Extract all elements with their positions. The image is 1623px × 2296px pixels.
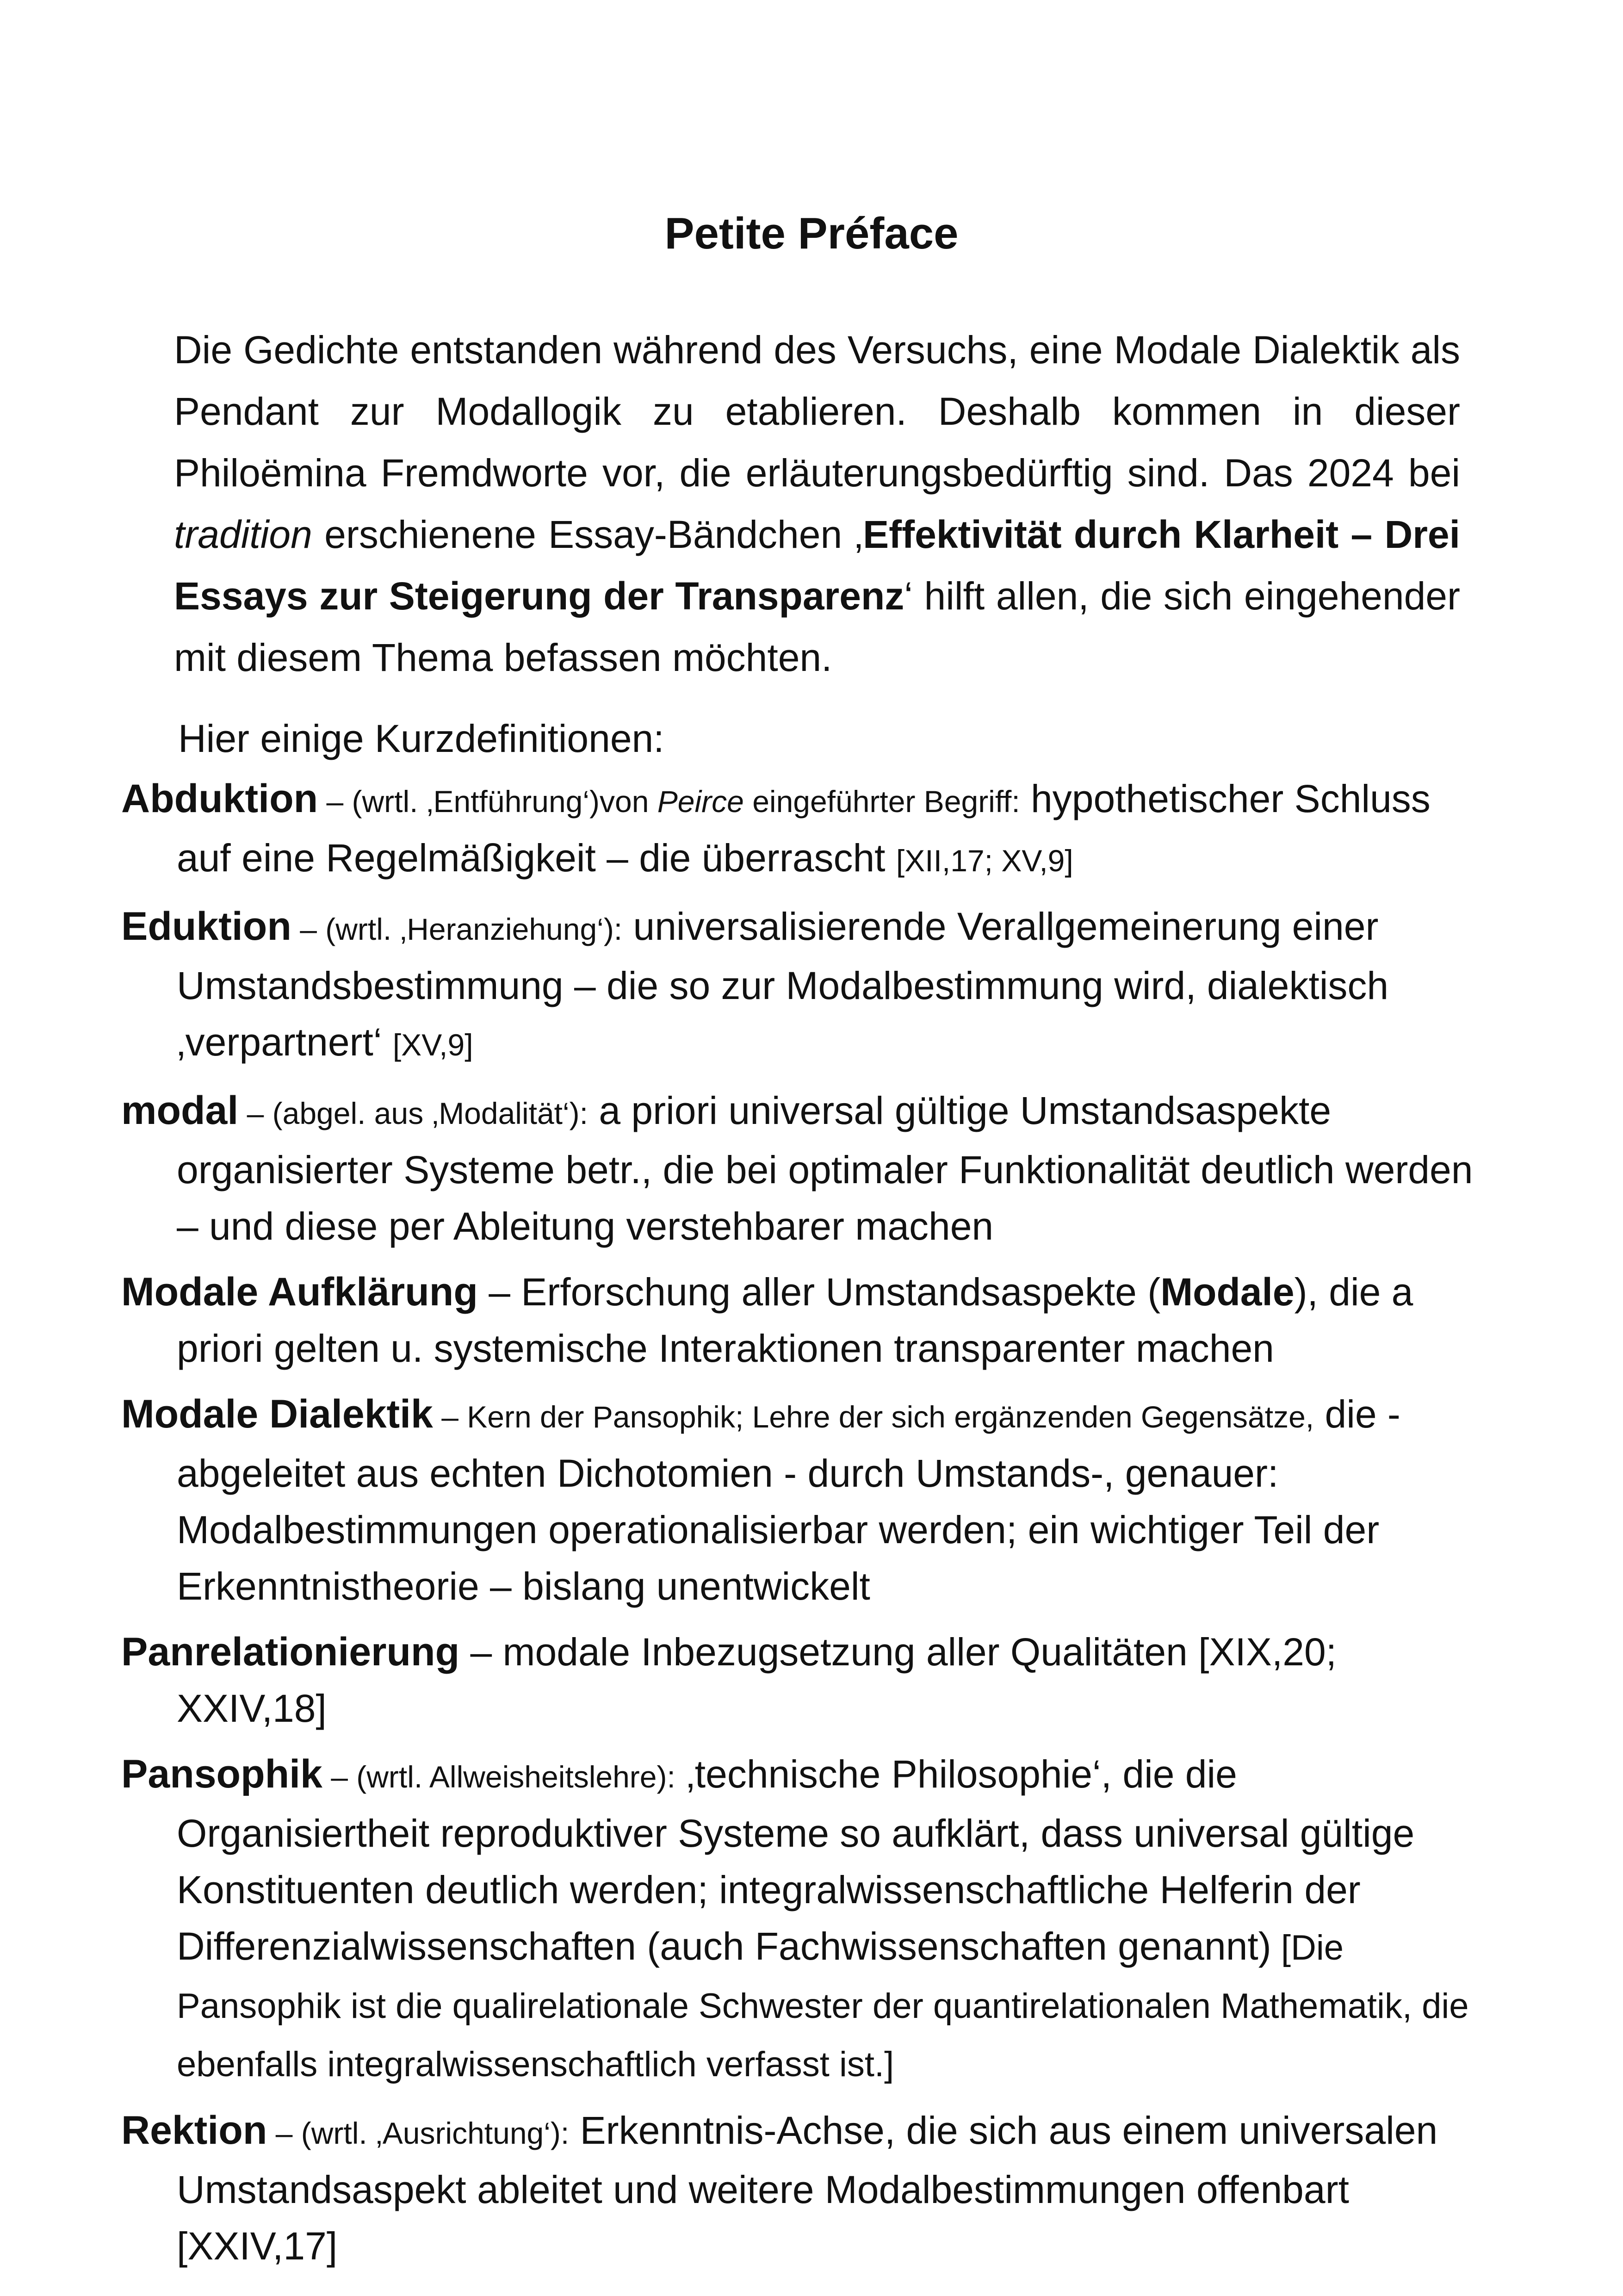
intro-text-3: ‘ hilft allen, die sich eingehender mit diesem Thema befassen möchten.	[174, 574, 1460, 679]
glossary-entry-abduktion	[121, 770, 1486, 889]
publisher-name: tradition	[174, 513, 312, 556]
glossary-entry-modal	[121, 1082, 1486, 1254]
glossary-entry-eduktion	[121, 898, 1486, 1073]
entry-definition: universalisierende Verallgemeinerung einer Umstandsbestimmung – die so zur Modalbestimmung wird, dialektisch ‚verpartnert‘	[177, 905, 1389, 1064]
entry-reference: [XV,9]	[392, 1028, 473, 1062]
glossary-entry-panrelationierung	[121, 1624, 1486, 1737]
entry-etymology-cont: eingeführter Begriff:	[743, 784, 1020, 819]
entry-definition: Erkenntnis-Achse, die sich aus einem universalen Umstandsaspekt ableitet und weitere Modalbestimmungen offenbart [XXIV,17]	[177, 2109, 1438, 2268]
glossary-entry-modale-aufklaerung	[121, 1264, 1486, 1377]
entry-term: Panrelationierung	[121, 1630, 460, 1674]
intro-text-1: Die Gedichte entstanden während des Versuchs, eine Modale Dialektik als Pendant zur Modallogik zu etablieren. Deshalb kommen in dieser Philoëmina Fremdworte vor, die erläuterungsbedürftig sind. Das 2024 bei	[174, 328, 1460, 495]
entry-term: Abduktion	[121, 776, 318, 821]
glossary-entry-modale-dialektik	[121, 1386, 1486, 1614]
entry-definition: a priori universal gültige Umstandsaspekte organisierter Systeme betr., die bei optimaler Funktionalität deutlich werden – und diese per Ableitung verstehbarer machen	[177, 1089, 1473, 1248]
glossary	[121, 770, 1486, 2284]
entry-term: Pansophik	[121, 1752, 322, 1796]
entry-term: modal	[121, 1088, 239, 1133]
entry-bold-term: Modale	[1160, 1270, 1295, 1314]
book-title: Effektivität durch Klarheit – Drei Essays zur Steigerung der Transparenz	[174, 513, 1460, 618]
page-title: Petite Préface	[664, 209, 959, 258]
entry-definition: – Erforschung aller Umstandsaspekte (	[477, 1270, 1161, 1314]
entry-reference: [XII,17; XV,9]	[896, 844, 1073, 878]
entry-name-italic: Peirce	[657, 784, 744, 819]
entry-etymology: – (wrtl. ‚Entführung‘)von	[318, 784, 657, 819]
entry-etymology: – Kern der Pansophik; Lehre der sich ergänzenden Gegensätze,	[433, 1400, 1314, 1434]
entry-etymology: – (wrtl. Allweisheitslehre):	[322, 1760, 675, 1794]
entry-term: Rektion	[121, 2108, 267, 2153]
entry-definition: hypothetischer Schluss auf eine Regelmäßigkeit – die überrascht	[177, 777, 1431, 880]
entry-note: [Die Pansophik ist die qualirelationale Schwester der quantirelationalen Mathematik, die ebenfalls integralwissenschaftlich verfasst ist.]	[177, 1928, 1469, 2084]
entry-term: Modale Dialektik	[121, 1392, 433, 1436]
entry-definition-cont: ), die a priori gelten u. systemische Interaktionen transparenter machen	[177, 1270, 1413, 1370]
entry-definition: ‚technische Philosophie‘, die die Organisiertheit reproduktiver Systeme so aufklärt, dass universal gültige Konstituenten deutlich werden; integralwissenschaftliche Helferin der Differenzialwissenschaften (auch Fachwissenschaften genannt)	[177, 1752, 1415, 1968]
entry-term: Modale Aufklärung	[121, 1270, 478, 1314]
entry-etymology: – (wrtl. ‚Heranziehung‘):	[291, 912, 623, 946]
glossary-entry-pansophik	[121, 1746, 1486, 2093]
glossary-entry-rektion	[121, 2102, 1486, 2274]
definitions-lead: Hier einige Kurzdefinitionen:	[178, 717, 664, 760]
entry-definition: die - abgeleitet aus echten Dichotomien - durch Umstands-, genauer: Modalbestimmungen operationalisierbar werden; ein wichtiger Teil der Erkenntnistheorie – bislang unentwickelt	[177, 1392, 1400, 1608]
entry-definition: – modale Inbezugsetzung aller Qualitäten [XIX,20; XXIV,18]	[177, 1630, 1337, 1730]
intro-paragraph	[174, 319, 1460, 689]
intro-text-2: erschienene Essay-Bändchen ‚	[312, 513, 863, 556]
entry-etymology: – (wrtl. ‚Ausrichtung‘):	[267, 2116, 570, 2150]
entry-etymology: – (abgel. aus ‚Modalität‘):	[238, 1096, 588, 1130]
entry-term: Eduktion	[121, 904, 291, 949]
